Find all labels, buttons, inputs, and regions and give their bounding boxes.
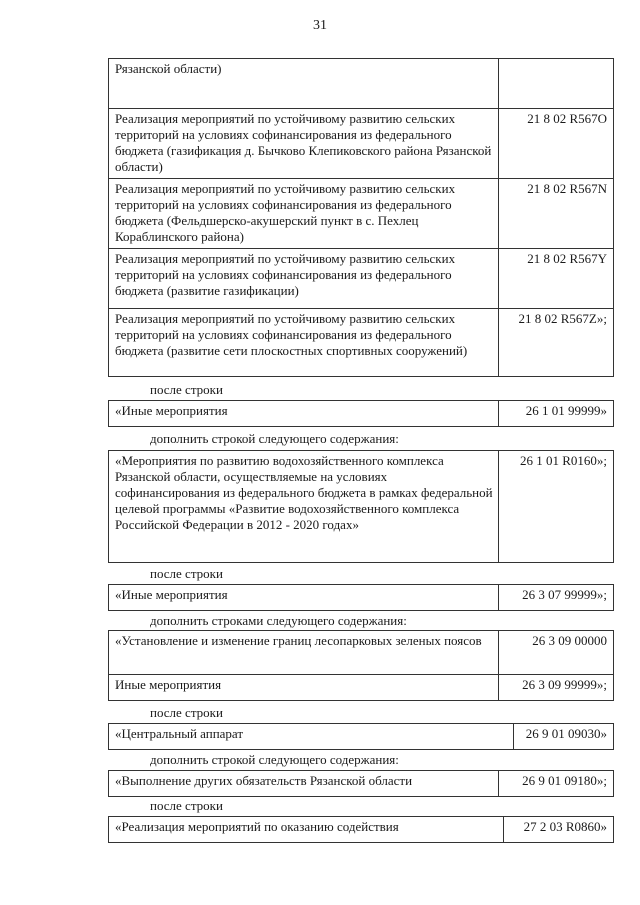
row-code: 26 9 01 09030» xyxy=(514,724,614,750)
table-row xyxy=(109,249,614,309)
row-text: Реализация мероприятий по устойчивому развитию сельских территорий на условиях софинансирования из федерального бюджета (развитие сети плоскостных спортивных сооружений) xyxy=(109,309,499,377)
table-row xyxy=(109,109,614,179)
row-code: 21 8 02 R567N xyxy=(499,179,614,249)
row-code: 27 2 03 R0860» xyxy=(504,817,614,843)
table-row xyxy=(109,585,614,611)
instruction-text: после строки xyxy=(150,382,223,397)
instruction-text: после строки xyxy=(150,798,223,813)
row-code xyxy=(499,59,614,109)
instruction-text: после строки xyxy=(150,566,223,581)
row-code: 21 8 02 R567Y xyxy=(499,249,614,309)
row-code: 26 9 01 09180»; xyxy=(499,771,614,797)
budget-table-after xyxy=(108,584,614,611)
table-row xyxy=(109,309,614,377)
row-text: «Установление и изменение границ лесопарковых зеленых поясов xyxy=(109,631,499,675)
row-text: Реализация мероприятий по устойчивому развитию сельских территорий на условиях софинансирования из федерального бюджета (газификация д. Бычково Клепиковского района Рязанской области) xyxy=(109,109,499,179)
budget-table-main xyxy=(108,58,614,377)
row-code: 26 3 07 99999»; xyxy=(499,585,614,611)
table-row xyxy=(109,401,614,427)
budget-table-addition xyxy=(108,630,614,701)
budget-table-after xyxy=(108,723,614,750)
table-row xyxy=(109,179,614,249)
row-code: 21 8 02 R567O xyxy=(499,109,614,179)
instruction-text: дополнить строкой следующего содержания: xyxy=(150,431,399,446)
row-text: Реализация мероприятий по устойчивому развитию сельских территорий на условиях софинансирования из федерального бюджета (развитие газификации) xyxy=(109,249,499,309)
row-code: 26 3 09 99999»; xyxy=(499,675,614,701)
budget-table-after xyxy=(108,816,614,843)
table-row xyxy=(109,724,614,750)
row-text: Реализация мероприятий по устойчивому развитию сельских территорий на условиях софинансирования из федерального бюджета (Фельдшерско-акушерский пункт в с. Пехлец Кораблинского района) xyxy=(109,179,499,249)
row-text: «Мероприятия по развитию водохозяйственного комплекса Рязанской области, осуществляемые на условиях софинансирования из федерального бюджета в рамках федеральной целевой программы «Развитие водохозяйственного комплекса Российской Федерации в 2012 - 2020 годах» xyxy=(109,451,499,563)
row-code: 26 1 01 99999» xyxy=(499,401,614,427)
row-text: «Иные мероприятия xyxy=(109,401,499,427)
row-text: «Выполнение других обязательств Рязанской области xyxy=(109,771,499,797)
table-row xyxy=(109,59,614,109)
page-number: 31 xyxy=(313,18,327,33)
table-row xyxy=(109,631,614,675)
table-row xyxy=(109,675,614,701)
budget-table-addition xyxy=(108,450,614,563)
row-code: 21 8 02 R567Z»; xyxy=(499,309,614,377)
row-text: «Центральный аппарат xyxy=(109,724,514,750)
row-code: 26 1 01 R0160»; xyxy=(499,451,614,563)
table-row xyxy=(109,817,614,843)
budget-table-after xyxy=(108,400,614,427)
row-text: «Иные мероприятия xyxy=(109,585,499,611)
instruction-text: дополнить строкой следующего содержания: xyxy=(150,752,399,767)
row-text: «Реализация мероприятий по оказанию содействия xyxy=(109,817,504,843)
table-row xyxy=(109,771,614,797)
row-text: Рязанской области) xyxy=(109,59,499,109)
instruction-text: дополнить строками следующего содержания: xyxy=(150,613,407,628)
table-row xyxy=(109,451,614,563)
budget-table-addition xyxy=(108,770,614,797)
row-text: Иные мероприятия xyxy=(109,675,499,701)
row-code: 26 3 09 00000 xyxy=(499,631,614,675)
instruction-text: после строки xyxy=(150,705,223,720)
